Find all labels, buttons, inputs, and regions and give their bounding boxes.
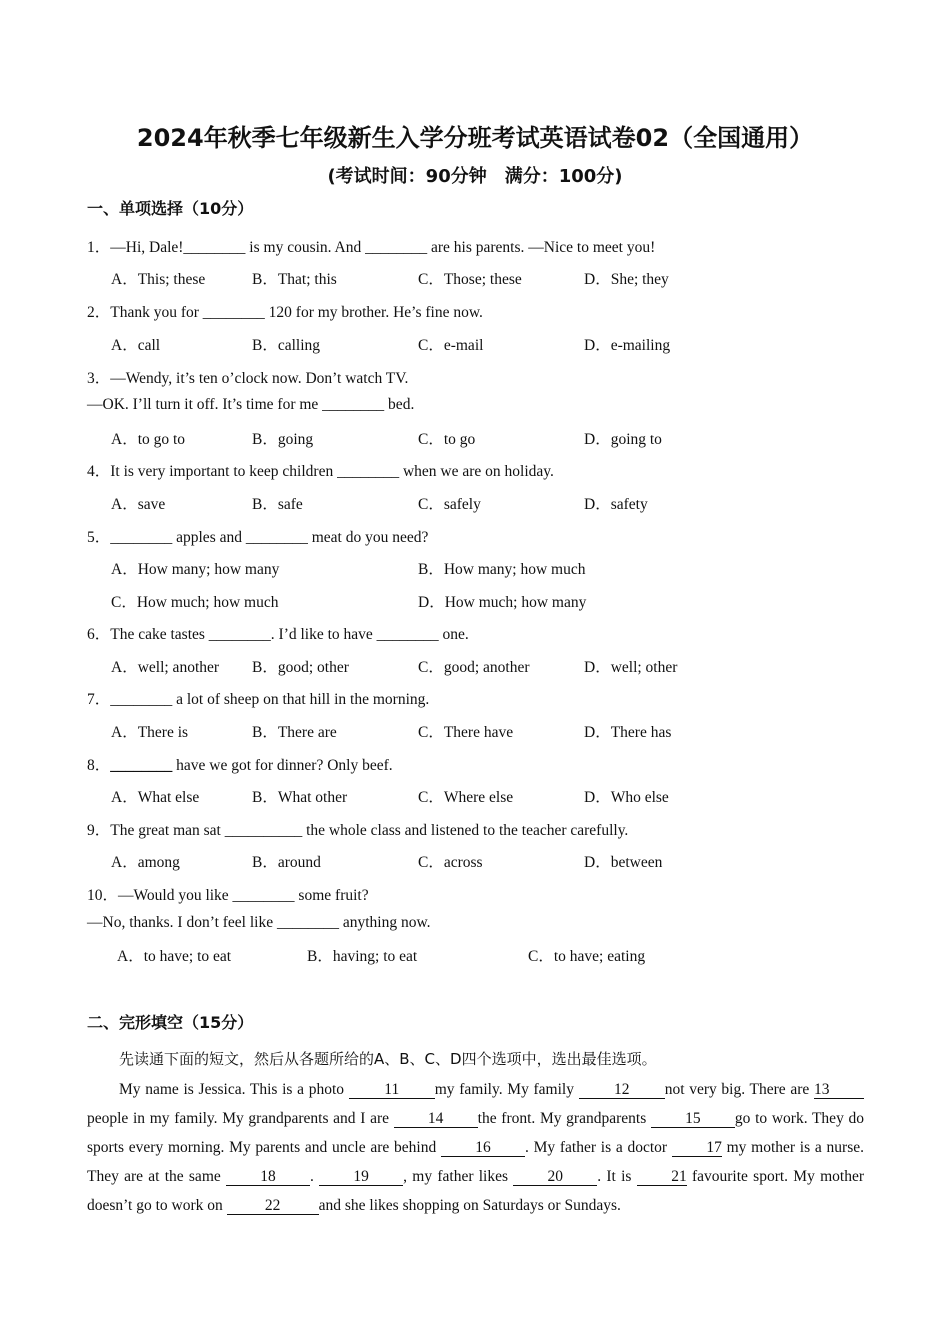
q5-option-d: D．How much; how many [418,594,587,611]
question-10-stem-reply: —No, thanks. I don’t feel like ________ anything now. [87,914,431,931]
q6-option-d: D．well; other [584,659,678,676]
q8-blank: ________ [110,757,173,774]
q5-option-a: A．How many; how many [111,561,280,578]
q3-option-c: C．to go [418,431,476,448]
q1-option-d: D．She; they [584,271,669,288]
q2-option-d: D．e-mailing [584,337,671,354]
section2-heading: 二、完形填空（15分） [87,1013,254,1032]
section1-heading: 一、单项选择（10分） [87,199,254,218]
blank-22: 22 [227,1197,319,1215]
blank-15: 15 [651,1110,735,1128]
q3-option-a: A．to go to [111,431,186,448]
q2-option-a: A．call [111,337,161,354]
passage-text: . [310,1168,320,1185]
q3-option-d: D．going to [584,431,662,448]
passage-text: . My father is a doctor [524,1139,672,1156]
q7-option-d: D．There has [584,724,672,741]
q6-option-a: A．well; another [111,659,220,676]
q1-option-a: A．This; these [111,271,206,288]
blank-16: 16 [441,1139,525,1157]
question-6-stem: 6．The cake tastes ________. I’d like to have ________ one. [87,626,469,643]
q1-option-b: B．That; this [252,271,337,288]
q8-option-d: D．Who else [584,789,669,806]
question-10-stem: 10．—Would you like ________ some fruit? [87,887,369,904]
passage-text: my family. My family [434,1081,579,1098]
passage-text: not very big. There are [664,1081,814,1098]
q4-option-a: A．save [111,496,166,513]
passage-text: people in my family. My grandparents and I are [87,1110,394,1127]
blank-20: 20 [513,1168,597,1186]
question-3-stem-reply: —OK. I’ll turn it off. It’s time for me ________ bed. [87,396,415,413]
passage-text: , my father likes [403,1168,514,1185]
q4-option-c: C．safely [418,496,481,513]
q9-option-b: B．around [252,854,321,871]
q8-option-b: B．What other [252,789,348,806]
q9-option-d: D．between [584,854,663,871]
passage-text: go to work. They do sports every morning. My parents and uncle are behind [87,1110,864,1156]
page-title: 2024年秋季七年级新生入学分班考试英语试卷02（全国通用） [136,124,814,152]
q3-option-b: B．going [252,431,314,448]
q5-option-c: C．How much; how much [111,594,279,611]
cloze-instruction: 先读通下面的短文，然后从各题所给的A、B、C、D四个选项中，选出最佳选项。 [119,1050,657,1068]
blank-11: 11 [349,1081,435,1099]
passage-text: My name is Jessica. This is a photo [119,1081,349,1098]
q10-option-a: A．to have; to eat [117,948,232,965]
blank-17: 17 [672,1139,722,1157]
q4-option-b: B．safe [252,496,303,513]
q8-stem-text: have we got for dinner? Only beef. [172,757,393,774]
exam-info: (考试时间：90分钟 满分：100分) [327,166,623,187]
question-7-stem: 7．________ a lot of sheep on that hill in the morning. [87,691,430,708]
blank-14: 14 [394,1110,478,1128]
q5-option-b: B．How many; how much [418,561,586,578]
q6-option-b: B．good; other [252,659,349,676]
blank-18: 18 [226,1168,310,1186]
q7-option-b: B．There are [252,724,337,741]
question-3-stem: 3．—Wendy, it’s ten o’clock now. Don’t watch TV. [87,370,409,387]
q10-option-c: C．to have; eating [528,948,646,965]
q9-option-a: A．among [111,854,180,871]
passage-text: and she likes shopping on Saturdays or Sundays. [318,1197,621,1214]
blank-19: 19 [319,1168,403,1186]
question-2-stem: 2．Thank you for ________ 120 for my brother. He’s fine now. [87,304,483,321]
q8-number: 8． [87,757,111,774]
question-4-stem: 4．It is very important to keep children ________ when we are on holiday. [87,463,554,480]
q4-option-d: D．safety [584,496,648,513]
q8-option-a: A．What else [111,789,200,806]
blank-13: 13 [814,1081,864,1099]
question-8-stem [87,753,393,775]
passage-text: my mother is a nurse. They are at the same [87,1139,864,1185]
cloze-passage [87,1075,864,1220]
q7-option-a: A．There is [111,724,189,741]
q7-option-c: C．There have [418,724,514,741]
blank-12: 12 [579,1081,665,1099]
q1-option-c: C．Those; these [418,271,522,288]
question-9-stem: 9．The great man sat __________ the whole class and listened to the teacher carefully. [87,822,629,839]
q2-option-b: B．calling [252,337,321,354]
q8-option-c: C．Where else [418,789,514,806]
q10-option-b: B．having; to eat [307,948,418,965]
question-1-stem: 1．—Hi, Dale!________ is my cousin. And ________ are his parents. —Nice to meet you! [87,239,656,256]
q2-option-c: C．e-mail [418,337,484,354]
passage-text: . It is [597,1168,637,1185]
question-5-stem: 5．________ apples and ________ meat do you need? [87,529,429,546]
passage-text: favourite sport. My mother doesn’t go to work on [87,1168,864,1214]
blank-21: 21 [637,1168,687,1186]
passage-text: the front. My grandparents [477,1110,651,1127]
q6-option-c: C．good; another [418,659,530,676]
q9-option-c: C．across [418,854,483,871]
